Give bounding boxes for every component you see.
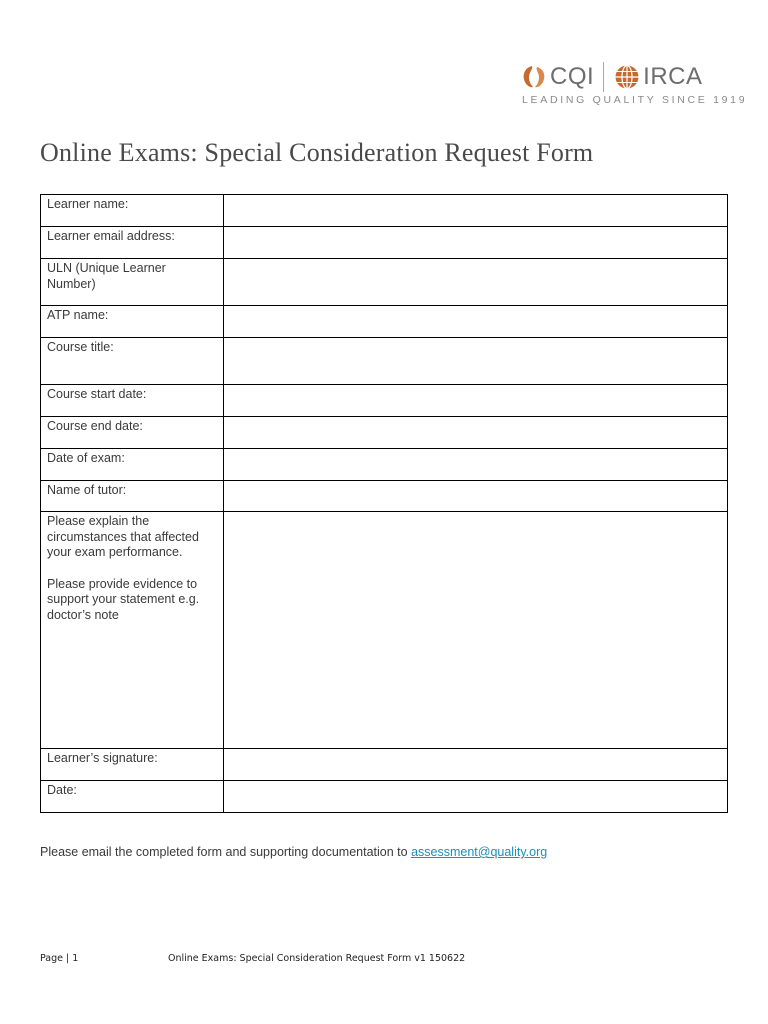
cqi-irca-logo bbox=[520, 60, 748, 110]
form-row-course-end-date bbox=[41, 417, 728, 449]
form-row-course-title bbox=[41, 338, 728, 385]
course-start-date-label: Course start date: bbox=[41, 385, 224, 417]
label-spacer bbox=[47, 561, 217, 577]
form-row-name-of-tutor bbox=[41, 481, 728, 512]
form-row-date-of-exam bbox=[41, 449, 728, 481]
page-number: Page | 1 bbox=[40, 953, 79, 964]
course-end-date-field[interactable] bbox=[224, 417, 728, 449]
learner-name-field[interactable] bbox=[224, 195, 728, 227]
page-title: Online Exams: Special Consideration Request Form bbox=[40, 138, 594, 167]
course-title-label: Course title: bbox=[41, 338, 224, 385]
form-row-learner-email bbox=[41, 227, 728, 259]
form-row-learner-name bbox=[41, 195, 728, 227]
logo-tagline: LEADING QUALITY SINCE 1919 bbox=[522, 94, 748, 106]
form-row-date bbox=[41, 781, 728, 813]
atp-name-field[interactable] bbox=[224, 306, 728, 338]
learner-name-label: Learner name: bbox=[41, 195, 224, 227]
course-start-date-field[interactable] bbox=[224, 385, 728, 417]
signature-field[interactable] bbox=[224, 749, 728, 781]
evidence-label: Please provide evidence to support your statement e.g. doctor’s note bbox=[47, 576, 203, 622]
name-of-tutor-label: Name of tutor: bbox=[41, 481, 224, 512]
document-footer-title: Online Exams: Special Consideration Request Form v1 150622 bbox=[168, 953, 466, 964]
cqi-logo-mark-icon bbox=[520, 64, 550, 90]
uln-field[interactable] bbox=[224, 259, 728, 306]
date-of-exam-label: Date of exam: bbox=[41, 449, 224, 481]
form-row-course-start-date bbox=[41, 385, 728, 417]
learner-email-field[interactable] bbox=[224, 227, 728, 259]
learner-email-label: Learner email address: bbox=[41, 227, 224, 259]
date-label: Date: bbox=[41, 781, 224, 813]
date-of-exam-field[interactable] bbox=[224, 449, 728, 481]
signature-label: Learner’s signature: bbox=[41, 749, 224, 781]
course-end-date-label: Course end date: bbox=[41, 417, 224, 449]
name-of-tutor-field[interactable] bbox=[224, 481, 728, 512]
logo-irca-text: IRCA bbox=[643, 63, 703, 90]
form-row-atp-name bbox=[41, 306, 728, 338]
circumstances-field[interactable] bbox=[224, 512, 728, 749]
assessment-email-link[interactable]: assessment@quality.org bbox=[411, 845, 548, 859]
atp-name-label: ATP name: bbox=[41, 306, 224, 338]
irca-globe-icon bbox=[612, 64, 642, 90]
submission-note bbox=[40, 845, 547, 859]
form-row-signature bbox=[41, 749, 728, 781]
logo-divider bbox=[603, 62, 604, 92]
submission-note-text: Please email the completed form and supporting documentation to bbox=[40, 845, 412, 859]
uln-label: ULN (Unique Learner Number) bbox=[41, 259, 224, 306]
circumstances-label: Please explain the circumstances that affected your exam performance. bbox=[47, 514, 203, 559]
request-form-table bbox=[40, 194, 728, 813]
form-row-circumstances bbox=[41, 512, 728, 749]
date-field[interactable] bbox=[224, 781, 728, 813]
course-title-field[interactable] bbox=[224, 338, 728, 385]
logo-cqi-text: CQI bbox=[550, 63, 595, 90]
form-row-uln bbox=[41, 259, 728, 306]
circumstances-label-cell bbox=[41, 512, 224, 749]
